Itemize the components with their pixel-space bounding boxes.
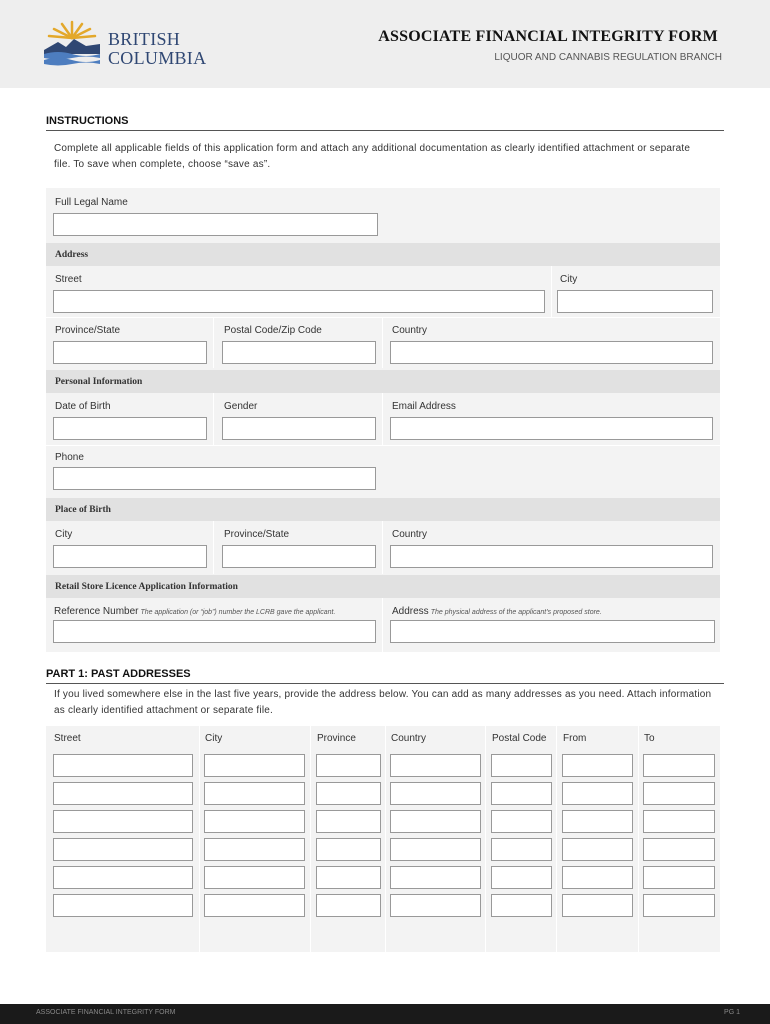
past-address-cell-input[interactable]	[390, 754, 481, 777]
email-input[interactable]	[390, 417, 713, 440]
divider	[382, 393, 383, 445]
past-address-cell-input[interactable]	[316, 866, 381, 889]
divider	[213, 318, 214, 368]
full-legal-name-input[interactable]	[53, 213, 378, 236]
past-address-cell-input[interactable]	[491, 866, 552, 889]
reference-number-title: Reference Number	[54, 606, 139, 617]
past-address-cell-input[interactable]	[643, 810, 715, 833]
bc-logo-text	[108, 30, 206, 68]
past-addresses-table	[46, 726, 720, 952]
bc-logo-icon	[40, 20, 104, 68]
past-address-cell-input[interactable]	[53, 838, 193, 861]
past-address-cell-input[interactable]	[316, 810, 381, 833]
applicant-form	[46, 188, 720, 652]
logo-line-british: BRITISH	[108, 29, 181, 49]
divider	[382, 318, 383, 368]
divider	[46, 317, 720, 318]
phone-label: Phone	[55, 452, 84, 463]
column-divider	[199, 726, 200, 952]
licence-address-hint: The physical address of the applicant’s proposed store.	[430, 609, 602, 616]
column-header: Province	[317, 733, 356, 744]
column-header: Postal Code	[492, 733, 547, 744]
past-address-cell-input[interactable]	[562, 894, 633, 917]
full-legal-name-label: Full Legal Name	[55, 197, 128, 208]
city-label: City	[560, 274, 578, 285]
past-address-cell-input[interactable]	[390, 810, 481, 833]
phone-input[interactable]	[53, 467, 376, 490]
past-address-cell-input[interactable]	[491, 754, 552, 777]
past-address-cell-input[interactable]	[491, 894, 552, 917]
instructions-heading: INSTRUCTIONS	[46, 115, 724, 131]
column-header: To	[644, 733, 655, 744]
footer-page-number: PG 1	[724, 1009, 740, 1016]
licence-info-section-header: Retail Store Licence Application Information	[46, 575, 720, 598]
past-address-cell-input[interactable]	[491, 810, 552, 833]
column-divider	[485, 726, 486, 952]
birth-province-label: Province/State	[224, 529, 290, 540]
past-address-cell-input[interactable]	[204, 838, 305, 861]
place-of-birth-section-header: Place of Birth	[46, 498, 720, 521]
past-address-cell-input[interactable]	[491, 782, 552, 805]
gender-input[interactable]	[222, 417, 376, 440]
past-address-cell-input[interactable]	[643, 866, 715, 889]
column-divider	[638, 726, 639, 952]
past-address-cell-input[interactable]	[204, 894, 305, 917]
past-address-cell-input[interactable]	[562, 782, 633, 805]
postal-zip-input[interactable]	[222, 341, 376, 364]
divider	[382, 521, 383, 574]
past-address-cell-input[interactable]	[491, 838, 552, 861]
city-input[interactable]	[557, 290, 713, 313]
past-address-cell-input[interactable]	[562, 866, 633, 889]
divider	[213, 393, 214, 445]
past-address-cell-input[interactable]	[562, 838, 633, 861]
past-address-cell-input[interactable]	[562, 810, 633, 833]
date-of-birth-label: Date of Birth	[55, 401, 111, 412]
past-address-cell-input[interactable]	[390, 894, 481, 917]
birth-city-input[interactable]	[53, 545, 207, 568]
past-address-cell-input[interactable]	[390, 838, 481, 861]
past-address-cell-input[interactable]	[390, 866, 481, 889]
past-address-cell-input[interactable]	[643, 782, 715, 805]
past-address-cell-input[interactable]	[53, 894, 193, 917]
logo-line-columbia: COLUMBIA	[108, 48, 207, 68]
past-address-cell-input[interactable]	[562, 754, 633, 777]
past-address-cell-input[interactable]	[316, 782, 381, 805]
part1-heading: PART 1: PAST ADDRESSES	[46, 668, 724, 684]
date-of-birth-input[interactable]	[53, 417, 207, 440]
past-address-cell-input[interactable]	[643, 754, 715, 777]
licence-address-title: Address	[392, 606, 429, 617]
reference-number-label	[54, 606, 335, 617]
province-state-label: Province/State	[55, 325, 121, 336]
reference-number-hint: The application (or “job”) number the LCRB gave the applicant.	[140, 609, 336, 616]
page-footer	[0, 1004, 770, 1024]
past-address-cell-input[interactable]	[204, 866, 305, 889]
province-state-input[interactable]	[53, 341, 207, 364]
past-address-cell-input[interactable]	[53, 866, 193, 889]
past-address-cell-input[interactable]	[643, 838, 715, 861]
page-header	[0, 0, 770, 88]
birth-province-input[interactable]	[222, 545, 376, 568]
form-subtitle: LIQUOR AND CANNABIS REGULATION BRANCH	[494, 52, 722, 63]
column-divider	[310, 726, 311, 952]
street-input[interactable]	[53, 290, 545, 313]
column-divider	[556, 726, 557, 952]
address-section-header: Address	[46, 243, 720, 266]
country-input[interactable]	[390, 341, 713, 364]
past-address-cell-input[interactable]	[643, 894, 715, 917]
licence-address-label	[392, 606, 602, 617]
reference-number-input[interactable]	[53, 620, 376, 643]
form-title: ASSOCIATE FINANCIAL INTEGRITY FORM	[378, 28, 718, 45]
street-label: Street	[55, 274, 82, 285]
past-address-cell-input[interactable]	[53, 782, 193, 805]
past-address-cell-input[interactable]	[390, 782, 481, 805]
personal-info-section-header: Personal Information	[46, 370, 720, 393]
past-address-cell-input[interactable]	[204, 782, 305, 805]
gender-label: Gender	[224, 401, 258, 412]
postal-zip-label: Postal Code/Zip Code	[224, 325, 322, 336]
past-address-cell-input[interactable]	[316, 894, 381, 917]
column-divider	[385, 726, 386, 952]
column-header: From	[563, 733, 587, 744]
footer-form-name: ASSOCIATE FINANCIAL INTEGRITY FORM	[36, 1009, 176, 1016]
column-header: Street	[54, 733, 81, 744]
instructions-text: Complete all applicable fields of this application form and attach any additional documentation as clearly identified attachment or separate file. To save when complete, choose “save as”.	[54, 143, 691, 170]
birth-city-label: City	[55, 529, 73, 540]
past-address-cell-input[interactable]	[204, 754, 305, 777]
column-header: City	[205, 733, 223, 744]
divider	[382, 598, 383, 652]
past-address-cell-input[interactable]	[316, 754, 381, 777]
birth-country-input[interactable]	[390, 545, 713, 568]
country-label: Country	[392, 325, 428, 336]
divider	[551, 266, 552, 317]
column-header: Country	[391, 733, 427, 744]
past-address-cell-input[interactable]	[53, 810, 193, 833]
part1-text: If you lived somewhere else in the last five years, provide the address below. You can add as many addresses as you need. Attach information as clearly identified attachment or separate file.	[54, 689, 712, 716]
email-label: Email Address	[392, 401, 456, 412]
divider	[46, 445, 720, 446]
past-address-cell-input[interactable]	[204, 810, 305, 833]
licence-address-input[interactable]	[390, 620, 715, 643]
past-address-cell-input[interactable]	[53, 754, 193, 777]
past-address-cell-input[interactable]	[316, 838, 381, 861]
birth-country-label: Country	[392, 529, 428, 540]
divider	[213, 521, 214, 574]
